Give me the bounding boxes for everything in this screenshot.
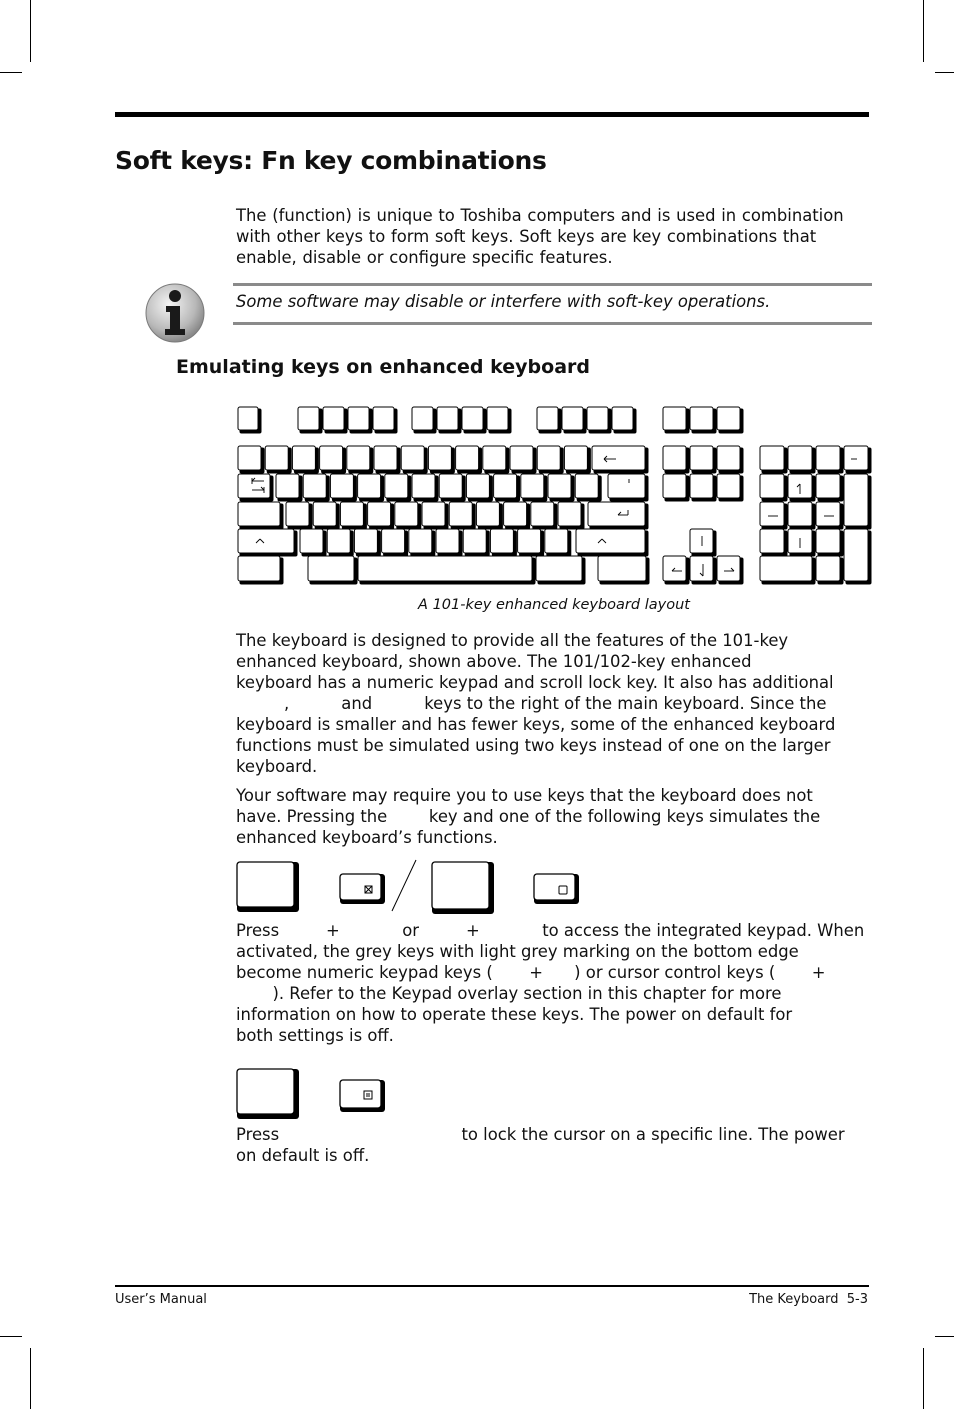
keyboard-key: [760, 556, 816, 585]
text-line: keyboard is smaller and has fewer keys, some of the enhanced keyboard: [236, 715, 836, 734]
text-line: enhanced keyboard, shown above. The 101/102-key enhanced: [236, 652, 752, 671]
keyboard-key: [844, 529, 872, 585]
keyboard-key: [238, 529, 298, 557]
keyboard-key: [545, 529, 572, 557]
keyboard-key: [663, 407, 690, 434]
text-line: functions must be simulated using two keys instead of one on the larger: [236, 736, 831, 755]
keyboard-key: [373, 407, 398, 434]
keyboard-key: [494, 474, 520, 502]
text-line: both settings is off.: [236, 1026, 394, 1045]
keyboard-key: [456, 446, 483, 474]
keyboard-key: [536, 556, 586, 585]
keyboard-key: [385, 474, 412, 502]
keyboard-key: [564, 446, 591, 474]
footer-right: The Keyboard 5-3: [749, 1292, 868, 1307]
keyboard-key: [476, 502, 503, 530]
keyboard-key: [368, 502, 395, 530]
keyboard-key: [439, 474, 466, 502]
keyboard-key: [608, 474, 649, 502]
fn-f12-keys: [236, 1066, 386, 1120]
keyboard-key: [717, 556, 744, 585]
text-line: Your software may require you to use keys that the keyboard does not: [236, 786, 813, 805]
keyboard-key: [717, 446, 744, 474]
keyboard-key: [358, 474, 385, 502]
keyboard-key: [575, 474, 602, 502]
keyboard-key: [374, 446, 401, 474]
keyboard-key: [490, 529, 517, 557]
keyboard-key: [816, 474, 844, 502]
keyboard-key: [422, 502, 449, 530]
text-line: enhanced keyboard’s functions.: [236, 828, 498, 847]
keyboard-key: [663, 474, 690, 502]
keyboard-key: [238, 502, 284, 530]
keyboard-key: [531, 502, 558, 530]
header-rule: [115, 112, 869, 117]
text-line: keyboard has a numeric keypad and scroll lock key. It also has additional: [236, 673, 834, 692]
keyboard-key: [462, 407, 487, 434]
text-line: on default is off.: [236, 1146, 370, 1165]
text-line: have. Pressing the key and one of the following keys simulates the: [236, 807, 821, 826]
keyboard-key: [816, 446, 844, 474]
keyboard-key: [788, 502, 816, 530]
keyboard-key: [816, 556, 844, 585]
keyboard-key: [521, 474, 548, 502]
keyboard-key: [537, 407, 562, 434]
text-line: ). Refer to the Keypad overlay section in this chapter for more: [236, 984, 782, 1003]
keyboard-key: [276, 474, 303, 502]
keyboard-key: [409, 529, 436, 557]
keyboard-key: [717, 474, 744, 502]
keyboard-key: [690, 407, 717, 434]
keyboard-key: [313, 502, 340, 530]
keyboard-key: [612, 407, 637, 434]
keyboard-key: [816, 529, 844, 557]
keyboard-key: [576, 529, 649, 557]
fn-f10-or-fn-f11-keys: [236, 858, 581, 916]
keyboard-key: [587, 407, 612, 434]
keyboard-key: [518, 529, 545, 557]
info-icon: [144, 283, 208, 345]
keyboard-key: [663, 446, 690, 474]
keyboard-key: [320, 446, 347, 474]
keyboard-key: [327, 529, 354, 557]
paragraph-fn-simulates: [236, 785, 872, 848]
section-title: Soft keys: Fn key combinations: [115, 146, 547, 175]
keyboard-key: [663, 556, 690, 585]
keyboard-key: [265, 446, 292, 474]
keyboard-key: [558, 502, 585, 530]
keyboard-diagram: [236, 404, 872, 586]
keyboard-key: [308, 556, 358, 585]
note-box: [233, 283, 872, 325]
footer-rule: [115, 1285, 869, 1287]
keyboard-key: [238, 556, 284, 585]
crop-mark: [923, 0, 924, 62]
keyboard-key: [844, 446, 872, 474]
crop-mark: [935, 72, 954, 73]
paragraph-integrated-keypad: [236, 920, 872, 1046]
keyboard-key: [437, 407, 462, 434]
crop-mark: [923, 1348, 924, 1409]
crop-mark: [0, 1336, 22, 1337]
paragraph-scroll-lock: [236, 1124, 872, 1166]
keyboard-key: [483, 446, 510, 474]
keyboard-key: [238, 407, 262, 434]
keyboard-key: [717, 407, 744, 434]
keyboard-key: [690, 474, 717, 502]
keyboard-key: [401, 446, 428, 474]
keyboard-key: [395, 502, 422, 530]
keyboard-key: [323, 407, 348, 434]
crop-mark: [30, 1348, 31, 1409]
paragraph-keyboard-features: [236, 630, 872, 777]
keyboard-key: [412, 474, 439, 502]
keyboard-key: [504, 502, 530, 530]
text-line: keyboard.: [236, 757, 318, 776]
text-line: The keyboard is designed to provide all the features of the 101-key: [236, 631, 789, 650]
keyboard-key: [436, 529, 463, 557]
keyboard-key: [510, 446, 537, 474]
subsection-title: Emulating keys on enhanced keyboard: [176, 356, 590, 378]
keyboard-key: [466, 474, 493, 502]
keyboard-key: [760, 529, 788, 557]
keyboard-key: [347, 446, 374, 474]
text-line: Press to lock the cursor on a specific line. The power: [236, 1125, 845, 1144]
intro-text: The (function) is unique to Toshiba computers and is used in combination with other keys to form soft keys. Soft keys are key combinations that enable, disable or configure specific features.: [236, 206, 844, 267]
keyboard-key: [286, 502, 313, 530]
text-line: activated, the grey keys with light grey marking on the bottom edge: [236, 942, 799, 961]
keyboard-key: [330, 474, 357, 502]
keyboard-key: [238, 446, 265, 474]
keyboard-key: [588, 502, 649, 530]
crop-mark: [0, 72, 22, 73]
keyboard-key: [844, 474, 872, 530]
keyboard-key: [449, 502, 476, 530]
note-text: Some software may disable or interfere with soft-key operations.: [236, 292, 771, 311]
keyboard-key: [303, 474, 330, 502]
crop-mark: [30, 0, 31, 62]
text-line: information on how to operate these keys. The power on default for: [236, 1005, 793, 1024]
keyboard-key: [358, 556, 536, 585]
figure-caption: A 101-key enhanced keyboard layout: [418, 597, 690, 613]
keyboard-key: [690, 529, 717, 557]
keyboard-key: [562, 407, 587, 434]
keyboard-key: [340, 502, 367, 530]
keyboard-key: [463, 529, 490, 557]
keyboard-key: [537, 446, 564, 474]
keyboard-key: [592, 446, 649, 474]
crop-mark: [935, 1336, 954, 1337]
keyboard-key: [598, 556, 650, 585]
keyboard-key: [788, 446, 816, 474]
keyboard-key: [548, 474, 575, 502]
intro-paragraph: [236, 205, 872, 268]
keyboard-key: [788, 474, 816, 502]
keyboard-key: [487, 407, 512, 434]
keyboard-key: [428, 446, 455, 474]
keyboard-key: [238, 474, 274, 502]
text-line: , and keys to the right of the main keyboard. Since the: [284, 694, 827, 713]
text-line: become numeric keypad keys ( + ) or cursor control keys ( +: [236, 963, 826, 982]
keyboard-key: [354, 529, 381, 557]
footer-left: User’s Manual: [115, 1292, 207, 1307]
keyboard-key: [300, 529, 327, 557]
keyboard-key: [788, 529, 816, 557]
keyboard-key: [298, 407, 323, 434]
keyboard-key: [348, 407, 373, 434]
keyboard-key: [412, 407, 437, 434]
keyboard-key: [760, 446, 788, 474]
text-line: Press + or + to access the integrated keypad. When: [236, 921, 865, 940]
keyboard-key: [292, 446, 319, 474]
keyboard-key: [382, 529, 409, 557]
keyboard-key: [760, 474, 788, 502]
keyboard-key: [690, 446, 717, 474]
